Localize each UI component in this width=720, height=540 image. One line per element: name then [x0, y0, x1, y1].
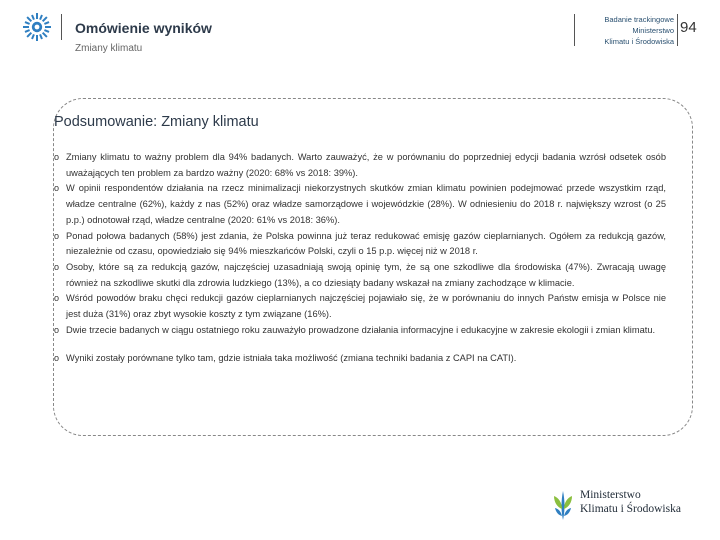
- bullet-icon: o: [54, 261, 60, 272]
- page-title: Omówienie wyników: [75, 20, 212, 36]
- summary-heading: Podsumowanie: Zmiany klimatu: [54, 114, 259, 130]
- bullet-text: Zmiany klimatu to ważny problem dla 94% badanych. Warto zauważyć, że w porównaniu do poprzedniej edycji badania wzrósł odsetek osób uważających ten problem za bardzo ważny (2020: 68% vs 2018: 39%).: [66, 152, 666, 178]
- study-name-line: Ministerstwo: [632, 26, 674, 35]
- page-subtitle: Zmiany klimatu: [75, 43, 143, 54]
- page-number: 94: [680, 19, 697, 36]
- bullet-text: Ponad połowa badanych (58%) jest zdania, że Polska powinna już teraz redukować emisję gazów cieplarnianych. Ogółem za redukcją gazów, niezależnie od czasu, opowiedziało się 94% mieszkańców Polski, czyli o 15 p.p. więcej niż w 2018 r.: [66, 230, 666, 257]
- study-name: [578, 14, 674, 47]
- bullet-text: Osoby, które są za redukcją gazów, najczęściej uzasadniają swoją opinię tym, że są one szkodliwe dla środowiska (47%). Zwracają uwagę również na szkodliwe skutki dla zdrowia ludzkiego (13%), a co dziesiąty badany wskazał na zmiany zachodzące w klimacie.: [66, 261, 666, 288]
- list-item: [54, 229, 666, 260]
- summary-list: [54, 150, 666, 367]
- bullet-icon: o: [54, 183, 60, 194]
- header-divider-left: [61, 14, 62, 40]
- bullet-text: Wyniki zostały porównane tylko tam, gdzie istniała taka możliwość (zmiana techniki badania z CAPI na CATI).: [66, 353, 517, 364]
- study-name-line: Badanie trackingowe: [604, 15, 674, 24]
- bullet-icon: o: [54, 353, 60, 364]
- study-name-line: Klimatu i Środowiska: [604, 37, 674, 46]
- ministry-name-line: Ministerstwo: [580, 489, 641, 501]
- bullet-icon: o: [54, 324, 60, 335]
- header-divider-middle: [574, 14, 575, 46]
- bullet-text: W opinii respondentów działania na rzecz minimalizacji niekorzystnych skutków zmian klimatu powinien podejmować przede wszystkim rząd, władze centralne (62%), każdy z nas (52%) oraz władze samorządowe i wojewódzkie (28%). W odniesieniu do 2018 r. największy wzrost (o 25 p.p.) odnotował rząd, władze centralne (2020: 61% vs 2018: 36%).: [66, 183, 666, 225]
- ministry-name-line: Klimatu i Środowiska: [580, 503, 681, 515]
- list-item: [54, 181, 666, 228]
- bullet-icon: o: [54, 230, 60, 241]
- bullet-text: Dwie trzecie badanych w ciągu ostatniego roku zauważyło prowadzone działania informacyjne i edukacyjne w zakresie ekologii i zmian klimatu.: [66, 324, 656, 335]
- list-item: [54, 351, 666, 367]
- bullet-icon: o: [54, 152, 60, 162]
- ministry-leaf-icon: [551, 487, 575, 521]
- bullet-text: Wśród powodów braku chęci redukcji gazów cieplarnianych najczęściej pojawiało się, że w porównaniu do innych Państw emisja w Polsce nie jest duża (31%) oraz zbyt wysokie koszty z tym związane (16%).: [66, 293, 666, 320]
- ministry-logo: [551, 487, 701, 521]
- list-item: [54, 291, 666, 322]
- header-divider-right: [677, 14, 678, 46]
- list-item: [54, 323, 666, 339]
- bullet-icon: o: [54, 293, 60, 304]
- list-item: [54, 260, 666, 291]
- sun-logo-icon: [22, 12, 52, 42]
- list-item: [54, 150, 666, 181]
